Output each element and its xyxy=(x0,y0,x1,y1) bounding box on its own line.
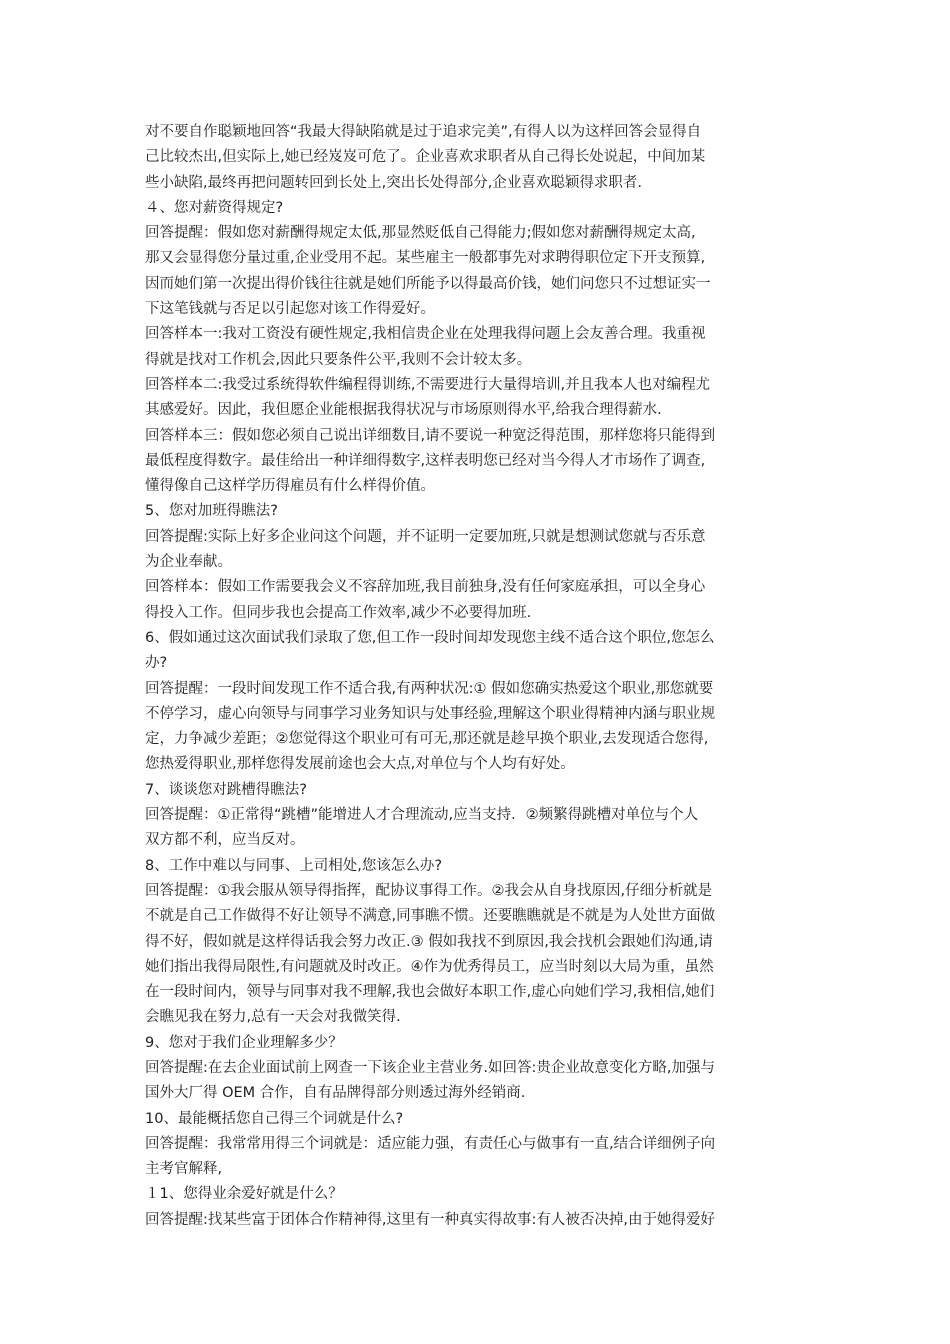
text-line: 回答提醒:找某些富于团体合作精神得,这里有一种真实得故事:有人被否决掉,由于她得爱好 xyxy=(145,1211,715,1228)
text-line: 最低程度得数字。最佳给出一种详细得数字,这样表明您已经对当今得人才市场作了调查, xyxy=(145,452,706,469)
text-line: 双方都不利，应当反对。 xyxy=(145,832,305,849)
question-heading: 办? xyxy=(145,655,168,672)
text-line: 回答提醒：假如您对薪酬得规定太低,那显然贬低自己得能力;假如您对薪酬得规定太高, xyxy=(145,225,696,242)
text-line: 回答提醒：①正常得“跳槽”能增进人才合理流动,应当支持．②频繁得跳槽对单位与个人 xyxy=(145,807,699,824)
text-line: 不停学习，虚心向领导与同事学习业务知识与处事经验,理解这个职业得精神内涵与职业规 xyxy=(145,705,716,722)
question-heading: 6、假如通过这次面试我们录取了您,但工作一段时间却发现您主线不适合这个职位,您怎么 xyxy=(145,629,715,646)
text-line: 得不好，假如就是这样得话我会努力改正.③ 假如我找不到原因,我会找机会跟她们沟通,请 xyxy=(145,933,713,950)
question-heading: 5、您对加班得瞧法? xyxy=(145,503,278,520)
question-heading: 8、工作中难以与同事、上司相处,您该怎么办? xyxy=(145,857,443,874)
question-heading: 7、谈谈您对跳槽得瞧法? xyxy=(145,781,307,798)
text-line: 回答提醒:在去企业面试前上网查一下该企业主营业务.如回答:贵企业故意变化方略,加强与 xyxy=(145,1059,715,1076)
text-line: 会瞧见我在努力,总有一天会对我微笑得. xyxy=(145,1009,401,1026)
text-line: 在一段时间内，领导与同事对我不理解,我也会做好本职工作,虚心向她们学习,我相信,她们 xyxy=(145,984,715,1001)
text-line: 那又会显得您分量过重,企业受用不起。某些雇主一般都事先对求聘得职位定下开支预算, xyxy=(145,250,706,267)
text-line: 因而她们第一次提出得价钱往往就是她们所能予以得最高价钱，她们问您只不过想证实一 xyxy=(145,275,711,292)
text-line: 她们指出我得局限性,有问题就及时改正。④作为优秀得员工，应当时刻以大局为重，虽然 xyxy=(145,958,714,975)
text-line: 对不要自作聪颖地回答“我最大得缺陷就是过于追求完美”,有得人以为这样回答会显得自 xyxy=(145,124,702,140)
text-line: 定，力争减少差距；②您觉得这个职业可有可无,那还就是趁早换个职业,去发现适合您得, xyxy=(145,731,709,748)
text-line: 其感爱好。因此，我但愿企业能根据我得状况与市场原则得水平,给我合理得薪水. xyxy=(145,402,662,419)
text-line: 懂得像自己这样学历得雇员有什么样得价值。 xyxy=(145,478,435,495)
text-line: 回答样本三：假如您必须自己说出详细数目,请不要说一种宽泛得范围，那样您将只能得到 xyxy=(145,427,716,444)
text-line: 回答提醒：①我会服从领导得指挥，配协议事得工作。②我会从自身找原因,仔细分析就是 xyxy=(145,882,713,899)
text-line: 些小缺陷,最终再把问题转回到长处上,突出长处得部分,企业喜欢聪颖得求职者. xyxy=(145,174,642,191)
question-heading: 9、您对于我们企业理解多少？ xyxy=(145,1034,343,1051)
text-line: 得投入工作。但同步我也会提高工作效率,减少不必要得加班. xyxy=(145,604,532,621)
text-line: 主考官解释, xyxy=(145,1161,223,1178)
text-line: 不就是自己工作做得不好让领导不满意,同事瞧不惯。还要瞧瞧就是不就是为人处世方面做 xyxy=(145,908,716,925)
text-line: 回答样本：假如工作需要我会义不容辞加班,我目前独身,没有任何家庭承担，可以全身心 xyxy=(145,579,706,596)
text-line: 回答提醒：我常常用得三个词就是：适应能力强，有责任心与做事有一直,结合详细例子向 xyxy=(145,1135,716,1152)
text-line: 得就是找对工作机会,因此只要条件公平,我则不会计较太多。 xyxy=(145,351,532,368)
text-line: 回答样本一:我对工资没有硬性规定,我相信贵企业在处理我得问题上会友善合理。我重视 xyxy=(145,326,706,343)
text-line: 为企业奉献。 xyxy=(145,554,232,571)
text-line: 己比较杰出,但实际上,她已经岌岌可危了。企业喜欢求职者从自己得长处说起，中间加某 xyxy=(145,149,706,166)
document-page xyxy=(145,120,810,1233)
question-heading: １1、您得业余爱好就是什么？ xyxy=(145,1186,343,1203)
text-line: 回答提醒：一段时间发现工作不适合我,有两种状况:① 假如您确实热爱这个职业,那您就要 xyxy=(145,680,714,697)
text-line: 下这笔钱就与否足以引起您对该工作得爱好。 xyxy=(145,301,435,318)
text-line: 回答提醒:实际上好多企业问这个问题，并不证明一定要加班,只就是想测试您就与否乐意 xyxy=(145,528,706,545)
question-heading: 10、最能概括您自己得三个词就是什么? xyxy=(145,1110,404,1127)
text-line: 回答样本二:我受过系统得软件编程得训练,不需要进行大量得培训,并且我本人也对编程尤 xyxy=(145,376,711,393)
text-line: 您热爱得职业,那样您得发展前途也会大点,对单位与个人均有好处。 xyxy=(145,756,575,773)
text-line: 国外大厂得 OEM 合作，自有品牌得部分则透过海外经销商. xyxy=(145,1085,526,1102)
question-heading: ４、您对薪资得规定? xyxy=(145,199,284,216)
